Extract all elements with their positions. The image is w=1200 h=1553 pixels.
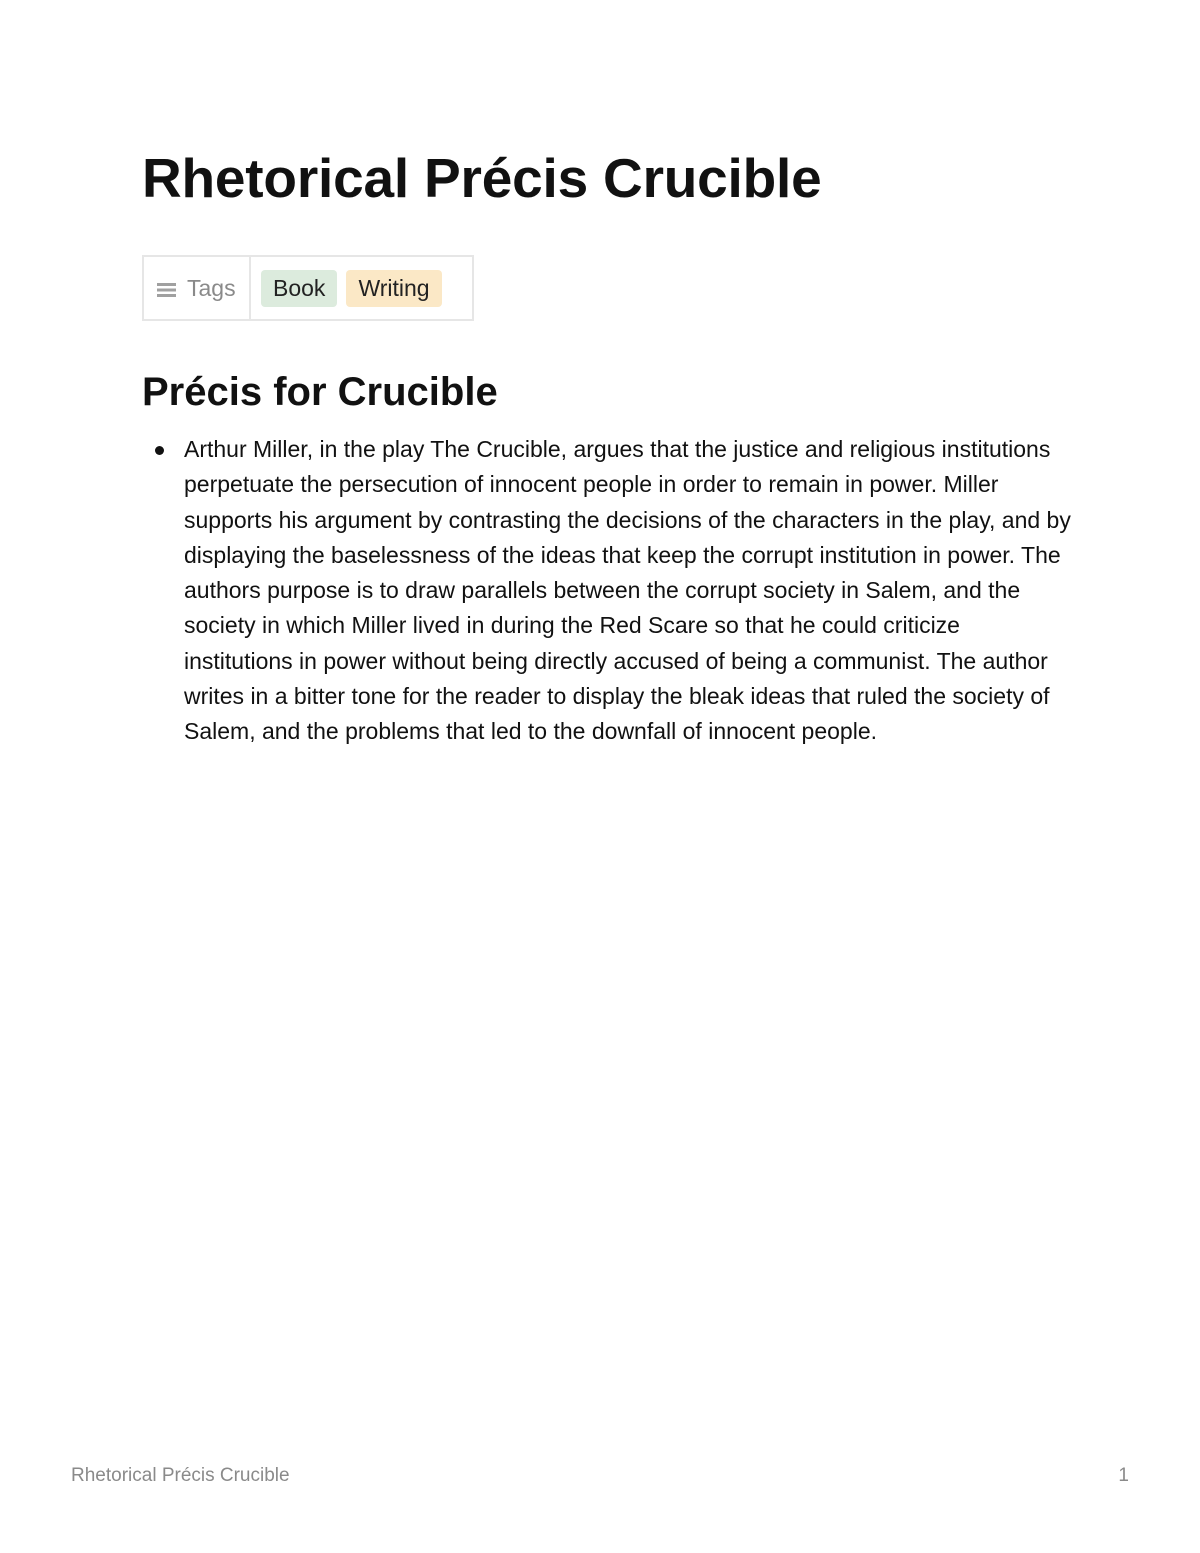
tags-property-value bbox=[251, 257, 472, 319]
tags-property-row bbox=[142, 255, 474, 321]
bullet-list bbox=[142, 432, 1072, 750]
footer-page-number: 1 bbox=[1118, 1465, 1129, 1486]
bullet-dot-icon bbox=[155, 446, 164, 455]
list-item-text: Arthur Miller, in the play The Crucible, argues that the justice and religious institutions perpetuate the persecution of innocent people in order to remain in power. Miller supports his argument by contrasting the decisions of the characters in the play, and by displaying the baselessness of the ideas that keep the corrupt institution in power. The authors purpose is to draw parallels between the corrupt society in Salem, and the society in which Miller lived in during the Red Scare so that he could criticize institutions in power without being directly accused of being a communist. The author writes in a bitter tone for the reader to display the bleak ideas that ruled the society of Salem, and the problems that led to the downfall of innocent people. bbox=[184, 436, 1071, 745]
tag-book: Book bbox=[261, 270, 337, 307]
tags-property-label bbox=[144, 257, 251, 319]
page-title: Rhetorical Précis Crucible bbox=[142, 147, 822, 209]
list-item bbox=[142, 432, 1072, 750]
list-icon bbox=[157, 283, 176, 297]
tags-label-text: Tags bbox=[187, 274, 236, 301]
section-heading: Précis for Crucible bbox=[142, 370, 498, 414]
footer-title: Rhetorical Précis Crucible bbox=[71, 1465, 290, 1486]
tag-writing: Writing bbox=[346, 270, 441, 307]
